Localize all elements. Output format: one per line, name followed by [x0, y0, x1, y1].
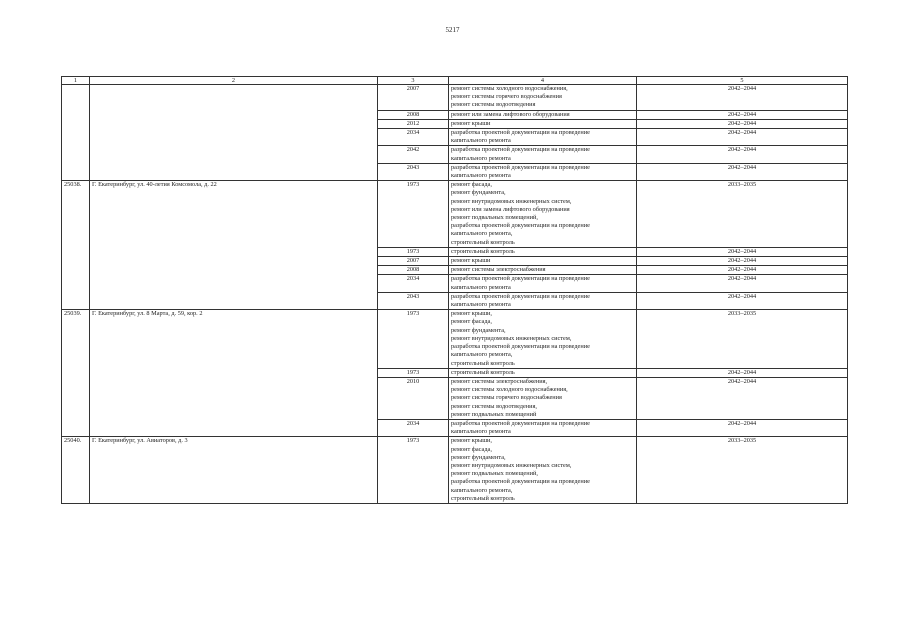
- year-cell: 2010: [378, 377, 449, 419]
- header-row: [62, 77, 848, 85]
- period-cell: 2042–2044: [637, 368, 848, 377]
- period-cell: 2042–2044: [637, 119, 848, 128]
- period-cell: 2033–2035: [637, 437, 848, 504]
- year-cell: 2008: [378, 266, 449, 275]
- period-cell: 2042–2044: [637, 247, 848, 256]
- work-type-cell: ремонт крыши, ремонт фасада, ремонт фундамента, ремонт внутридомовых инженерных систем, ремонт подвальных помещений, разработка проектной документации на проведение капитального ремонта, строительный контроль: [449, 437, 637, 504]
- period-cell: 2033–2035: [637, 310, 848, 368]
- work-type-cell: ремонт системы электроснабжения, ремонт системы холодного водоснабжения, ремонт системы горячего водоснабжения ремонт системы водоотведения, ремонт подвальных помещений: [449, 377, 637, 419]
- page-number: 5217: [445, 26, 460, 34]
- table-row: [62, 85, 848, 111]
- work-type-cell: разработка проектной документации на проведение капитального ремонта: [449, 275, 637, 292]
- address-cell: Г. Екатеринбург, ул. 8 Марта, д. 59, кор. 2: [90, 310, 378, 437]
- period-cell: 2042–2044: [637, 257, 848, 266]
- table-row: [62, 310, 848, 368]
- year-cell: 1973: [378, 247, 449, 256]
- work-type-cell: разработка проектной документации на проведение капитального ремонта: [449, 146, 637, 163]
- work-type-cell: строительный контроль: [449, 368, 637, 377]
- year-cell: 2034: [378, 275, 449, 292]
- year-cell: 2034: [378, 129, 449, 146]
- work-type-cell: разработка проектной документации на проведение капитального ремонта: [449, 292, 637, 309]
- work-type-cell: ремонт фасада, ремонт фундамента, ремонт внутридомовых инженерных систем, ремонт или замена лифтового оборудования ремонт подвальных помещений, разработка проектной документации на проведение капитального ремонта, строительный контроль: [449, 181, 637, 248]
- period-cell: 2042–2044: [637, 110, 848, 119]
- period-cell: 2042–2044: [637, 129, 848, 146]
- year-cell: 2042: [378, 146, 449, 163]
- address-cell: Г. Екатеринбург, ул. Авиаторов, д. 3: [90, 437, 378, 504]
- object-number-cell: 25038.: [62, 181, 90, 310]
- year-cell: 1973: [378, 310, 449, 368]
- period-cell: 2042–2044: [637, 292, 848, 309]
- object-number-cell: 25040.: [62, 437, 90, 504]
- address-cell: [90, 85, 378, 181]
- header-cell-5: 5: [637, 77, 848, 85]
- work-type-cell: разработка проектной документации на проведение капитального ремонта: [449, 129, 637, 146]
- period-cell: 2033–2035: [637, 181, 848, 248]
- repair-schedule-table: [61, 76, 848, 504]
- year-cell: 2012: [378, 119, 449, 128]
- work-type-cell: строительный контроль: [449, 247, 637, 256]
- period-cell: 2042–2044: [637, 85, 848, 111]
- header-cell-3: 3: [378, 77, 449, 85]
- period-cell: 2042–2044: [637, 419, 848, 436]
- work-type-cell: ремонт крыши, ремонт фасада, ремонт фундамента, ремонт внутридомовых инженерных систем, разработка проектной документации на проведение капитального ремонта, строительный контроль: [449, 310, 637, 368]
- year-cell: 2007: [378, 85, 449, 111]
- header-cell-4: 4: [449, 77, 637, 85]
- period-cell: 2042–2044: [637, 266, 848, 275]
- object-number-cell: 25039.: [62, 310, 90, 437]
- work-type-cell: разработка проектной документации на проведение капитального ремонта: [449, 419, 637, 436]
- work-type-cell: ремонт системы холодного водоснабжения, ремонт системы горячего водоснабжения ремонт системы водоотведения: [449, 85, 637, 111]
- header-cell-1: 1: [62, 77, 90, 85]
- period-cell: 2042–2044: [637, 146, 848, 163]
- year-cell: 2043: [378, 163, 449, 180]
- work-type-cell: ремонт крыши: [449, 119, 637, 128]
- year-cell: 2034: [378, 419, 449, 436]
- table-row: [62, 181, 848, 248]
- year-cell: 1973: [378, 181, 449, 248]
- year-cell: 1973: [378, 437, 449, 504]
- work-type-cell: ремонт крыши: [449, 257, 637, 266]
- work-type-cell: ремонт или замена лифтового оборудования: [449, 110, 637, 119]
- year-cell: 2007: [378, 257, 449, 266]
- table-body: [62, 85, 848, 504]
- work-type-cell: ремонт системы электроснабжения: [449, 266, 637, 275]
- year-cell: 2008: [378, 110, 449, 119]
- object-number-cell: [62, 85, 90, 181]
- period-cell: 2042–2044: [637, 163, 848, 180]
- header-cell-2: 2: [90, 77, 378, 85]
- work-type-cell: разработка проектной документации на проведение капитального ремонта: [449, 163, 637, 180]
- table-row: [62, 437, 848, 504]
- year-cell: 1973: [378, 368, 449, 377]
- period-cell: 2042–2044: [637, 377, 848, 419]
- year-cell: 2043: [378, 292, 449, 309]
- address-cell: Г. Екатеринбург, ул. 40-летия Комсомола, д. 22: [90, 181, 378, 310]
- period-cell: 2042–2044: [637, 275, 848, 292]
